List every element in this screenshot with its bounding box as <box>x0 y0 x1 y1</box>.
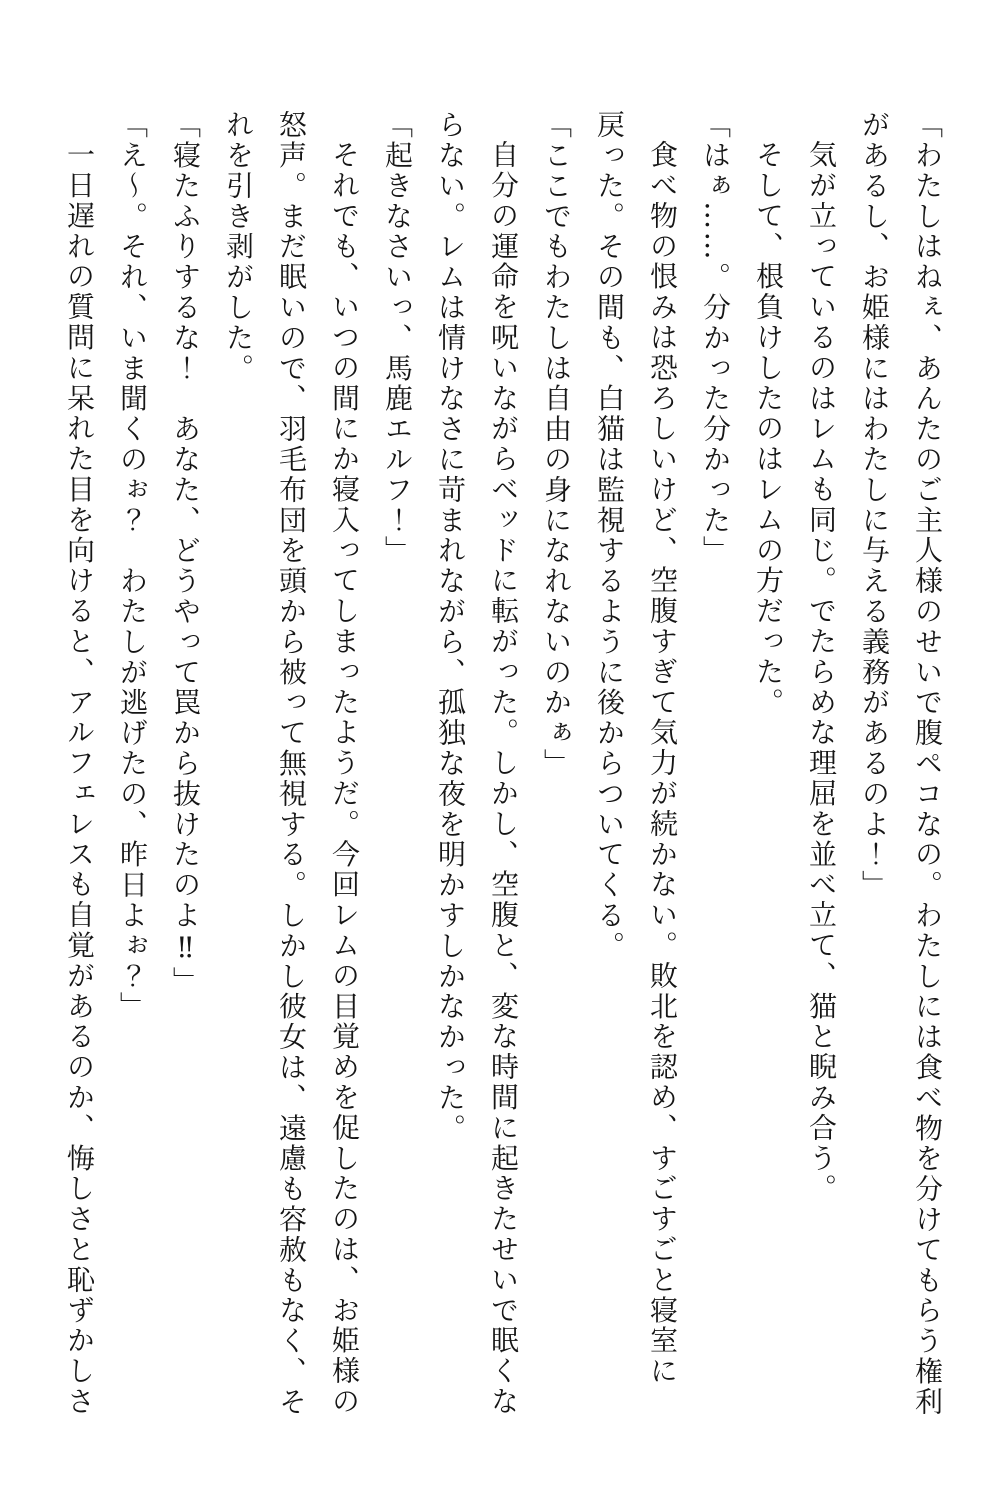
text-line-2: があるし、お姫様にはわたしに与える義務があるのよ！」 <box>858 110 891 901</box>
text-line-8: 「ここでもわたしは自由の身になれないのかぁ」 <box>540 110 573 779</box>
text-line-13: 怒声。まだ眠いので、羽毛布団を頭から被って無視する。しかし彼女は、遠慮も容赦もなく、そ <box>275 110 308 1418</box>
text-line-4: そして、根負けしたのはレムの方だった。 <box>752 140 785 718</box>
text-line-12: それでも、いつの間にか寝入ってしまったようだ。今回レムの目覚めを促したのは、お姫様の <box>328 140 361 1417</box>
text-line-7: 戻った。その間も、白猫は監視するように後からついてくる。 <box>593 110 626 962</box>
novel-text-block <box>53 110 954 1418</box>
text-line-1: 「わたしはねぇ、あんたのご主人様のせいで腹ペコなの。わたしには食べ物を分けてもらう権利 <box>911 110 944 1418</box>
text-line-9: 自分の運命を呪いながらベッドに転がった。しかし、空腹と、変な時間に起きたせいで眠くな <box>487 140 520 1417</box>
text-line-3: 気が立っているのはレムも同じ。でたらめな理屈を並べ立て、猫と睨み合う。 <box>805 140 838 1204</box>
text-line-10: らない。レムは情けなさに苛まれながら、孤独な夜を明かすしかなかった。 <box>434 110 467 1144</box>
text-line-17: 一日遅れの質問に呆れた目を向けると、アルフェレスも自覚があるのか、悔しさと恥ずかしさ <box>63 140 96 1417</box>
text-line-6: 食べ物の恨みは恐ろしいけど、空腹すぎて気力が続かない。敗北を認め、すごすごと寝室に <box>646 140 679 1387</box>
text-line-5: 「はぁ……。分かった分かった」 <box>699 110 732 566</box>
text-line-11: 「起きなさいっ、馬鹿エルフ！」 <box>381 110 414 566</box>
text-line-16: 「え〜。それ、いま聞くのぉ？ わたしが逃げたの、昨日よぉ？」 <box>116 110 149 1022</box>
text-line-15: 「寝たふりするな！ あなた、どうやって罠から抜けたのよ‼」 <box>169 110 202 997</box>
text-line-14: れを引き剥がした。 <box>222 110 255 384</box>
